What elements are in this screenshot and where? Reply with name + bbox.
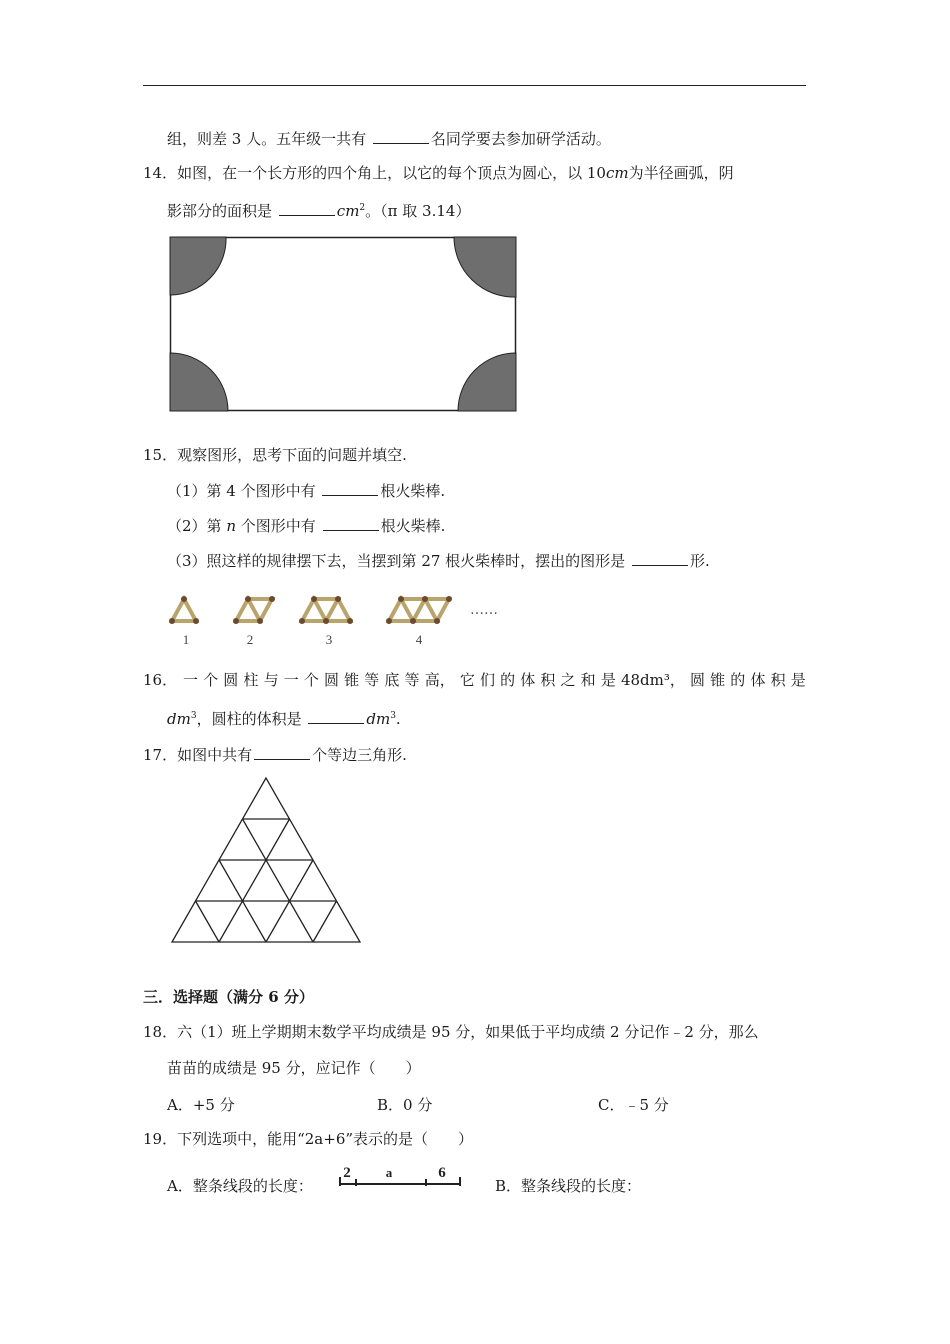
q16-char: 体 xyxy=(750,671,766,689)
q14-text-c: 影部分的面积是 xyxy=(167,202,273,220)
q13-suffix: 名同学要去参加研学活动。 xyxy=(430,130,611,148)
q15-sub2-text: （2）第 xyxy=(167,517,222,535)
q17-answer-blank[interactable] xyxy=(254,744,310,760)
q16-char: 它 xyxy=(459,671,475,689)
grid-diagonal-1 xyxy=(219,819,290,942)
q16-char: 圆 xyxy=(223,671,239,689)
q16-char: 与 xyxy=(263,671,279,689)
matchstick-group-3 xyxy=(302,599,350,621)
equilateral-triangle-grid-figure xyxy=(170,776,362,944)
q16-char: 等 xyxy=(364,671,380,689)
q14-text-d: 。（π 取 3.14） xyxy=(365,202,471,220)
q16-char: 圆 xyxy=(323,671,339,689)
pattern-label-3: 3 xyxy=(325,632,333,647)
q14-rectangle-figure xyxy=(170,237,516,411)
q16-exponent2: 3 xyxy=(390,711,396,721)
segment-label-6: 6 xyxy=(438,1165,446,1181)
q16-char: 柱 xyxy=(243,671,259,689)
matchstick-group-2 xyxy=(236,599,272,621)
q17-line xyxy=(143,744,407,765)
q15-title: 观察图形，思考下面的问题并填空. xyxy=(177,446,407,464)
header-rule xyxy=(143,85,806,86)
q15-variable-n: n xyxy=(226,517,236,535)
q16-number: 16． xyxy=(143,671,178,689)
q15-sub2 xyxy=(167,515,445,536)
q15-sub2-suffix: 根火柴棒. xyxy=(380,517,446,535)
q19-segment-figure xyxy=(338,1162,462,1190)
q15-sub1-blank[interactable] xyxy=(322,480,378,496)
q15-sub3-suffix: 形. xyxy=(689,552,710,570)
q16-char: 锥 xyxy=(344,671,360,689)
q16-unit: dm xyxy=(167,710,191,728)
q15-sub2-text-b: 个图形中有 xyxy=(240,517,316,535)
q14-text-a: 如图，在一个长方形的四个角上，以它的每个顶点为圆心，以 10 xyxy=(177,164,606,182)
q16-char: 是 xyxy=(790,671,806,689)
q16-char: 锥 xyxy=(710,671,726,689)
q14-exponent: 2 xyxy=(359,203,366,213)
q18-line2: 苗苗的成绩是 95 分，应记作（ ） xyxy=(167,1059,421,1077)
q17-suffix: 个等边三角形. xyxy=(312,746,407,764)
grid-diagonal-4 xyxy=(243,819,314,942)
grid-diagonal-3 xyxy=(313,901,337,942)
q14-line1 xyxy=(143,163,734,183)
q15-sub3 xyxy=(167,550,710,571)
q15-sub3-text: （3）照这样的规律摆下去，当摆到第 27 根火柴棒时，摆出的图形是 xyxy=(167,552,626,570)
q16-char: 高， xyxy=(424,671,455,689)
q19-option-b[interactable]: B．整条线段的长度： xyxy=(495,1177,642,1195)
q16-char: 之 xyxy=(560,671,576,689)
q15-sub1 xyxy=(167,480,445,501)
matchstick-pattern-figure xyxy=(168,590,513,650)
q16-char: 圆 xyxy=(690,671,706,689)
section-3-heading: 三．选择题（满分 6 分） xyxy=(143,988,314,1006)
q16-char: 等 xyxy=(404,671,420,689)
q16-exponent: 3 xyxy=(190,711,197,721)
q16-char: 的 xyxy=(500,671,516,689)
q13-answer-blank[interactable] xyxy=(373,128,429,144)
segment-label-2: 2 xyxy=(343,1165,351,1181)
q13-tail xyxy=(167,128,611,149)
q16-char: 一 xyxy=(183,671,199,689)
matchstick-group-4 xyxy=(389,599,449,621)
pattern-label-4: 4 xyxy=(415,632,423,647)
q18-option-b[interactable]: B．0 分 xyxy=(377,1096,433,1114)
grid-diagonal-6 xyxy=(196,901,220,942)
pattern-label-1: 1 xyxy=(182,632,190,647)
q19-option-a[interactable]: A．整条线段的长度： xyxy=(167,1177,313,1195)
q16-period: . xyxy=(395,710,401,728)
q16-text: ，圆柱的体积是 xyxy=(196,710,302,728)
q14-answer-blank[interactable] xyxy=(279,200,335,216)
q17-text: 如图中共有 xyxy=(177,746,253,764)
q15-sub3-blank[interactable] xyxy=(632,550,688,566)
q16-char: 个 xyxy=(303,671,319,689)
q16-char: 和 xyxy=(580,671,596,689)
q15-sub1-text: （1）第 4 个图形中有 xyxy=(167,482,316,500)
q16-char: 积 xyxy=(770,671,786,689)
q15-number: 15． xyxy=(143,446,178,464)
pattern-continuation-dots: …… xyxy=(470,602,498,618)
q16-line1 xyxy=(183,670,806,690)
q13-text: 组，则差 3 人。五年级一共有 xyxy=(167,130,367,148)
q14-unit: cm xyxy=(605,164,629,182)
q14-number: 14． xyxy=(143,164,178,182)
q17-number: 17． xyxy=(143,746,178,764)
q16-volume-sum: 48dm³， xyxy=(620,671,685,689)
q16-line2 xyxy=(167,708,401,729)
q16-char: 积 xyxy=(540,671,556,689)
q19-text: 下列选项中，能用“2a+6”表示的是（ ） xyxy=(177,1130,474,1148)
q14-text-b: 为半径画弧，阴 xyxy=(628,164,734,182)
q16-number-wrap xyxy=(143,670,177,690)
q16-char: 的 xyxy=(730,671,746,689)
matchstick-group-1 xyxy=(172,599,196,621)
q14-unit2: cm xyxy=(336,202,360,220)
q19-number: 19． xyxy=(143,1130,178,1148)
q19-line xyxy=(143,1129,473,1149)
q15-sub2-blank[interactable] xyxy=(323,515,379,531)
q18-number: 18． xyxy=(143,1023,178,1041)
pattern-label-2: 2 xyxy=(246,632,254,647)
q16-unit2: dm xyxy=(366,710,391,728)
q16-char: 体 xyxy=(520,671,536,689)
q18-line1 xyxy=(143,1022,759,1042)
q16-char: 一 xyxy=(283,671,299,689)
q18-option-c[interactable]: C．﹣5 分 xyxy=(598,1096,669,1114)
q16-char: 底 xyxy=(384,671,400,689)
q16-char: 个 xyxy=(203,671,219,689)
q15-sub1-suffix: 根火柴棒. xyxy=(380,482,446,500)
q14-line2 xyxy=(167,200,470,221)
q16-char: 是 xyxy=(600,671,616,689)
segment-label-a: a xyxy=(385,1165,393,1180)
q15-title-line xyxy=(143,445,407,465)
q16-char: 们 xyxy=(479,671,495,689)
q16-answer-blank[interactable] xyxy=(308,708,364,724)
q18-option-a[interactable]: A．+5 分 xyxy=(167,1096,235,1114)
q18-text: 六（1）班上学期期末数学平均成绩是 95 分，如果低于平均成绩 2 分记作﹣2 分，那么 xyxy=(177,1023,759,1041)
